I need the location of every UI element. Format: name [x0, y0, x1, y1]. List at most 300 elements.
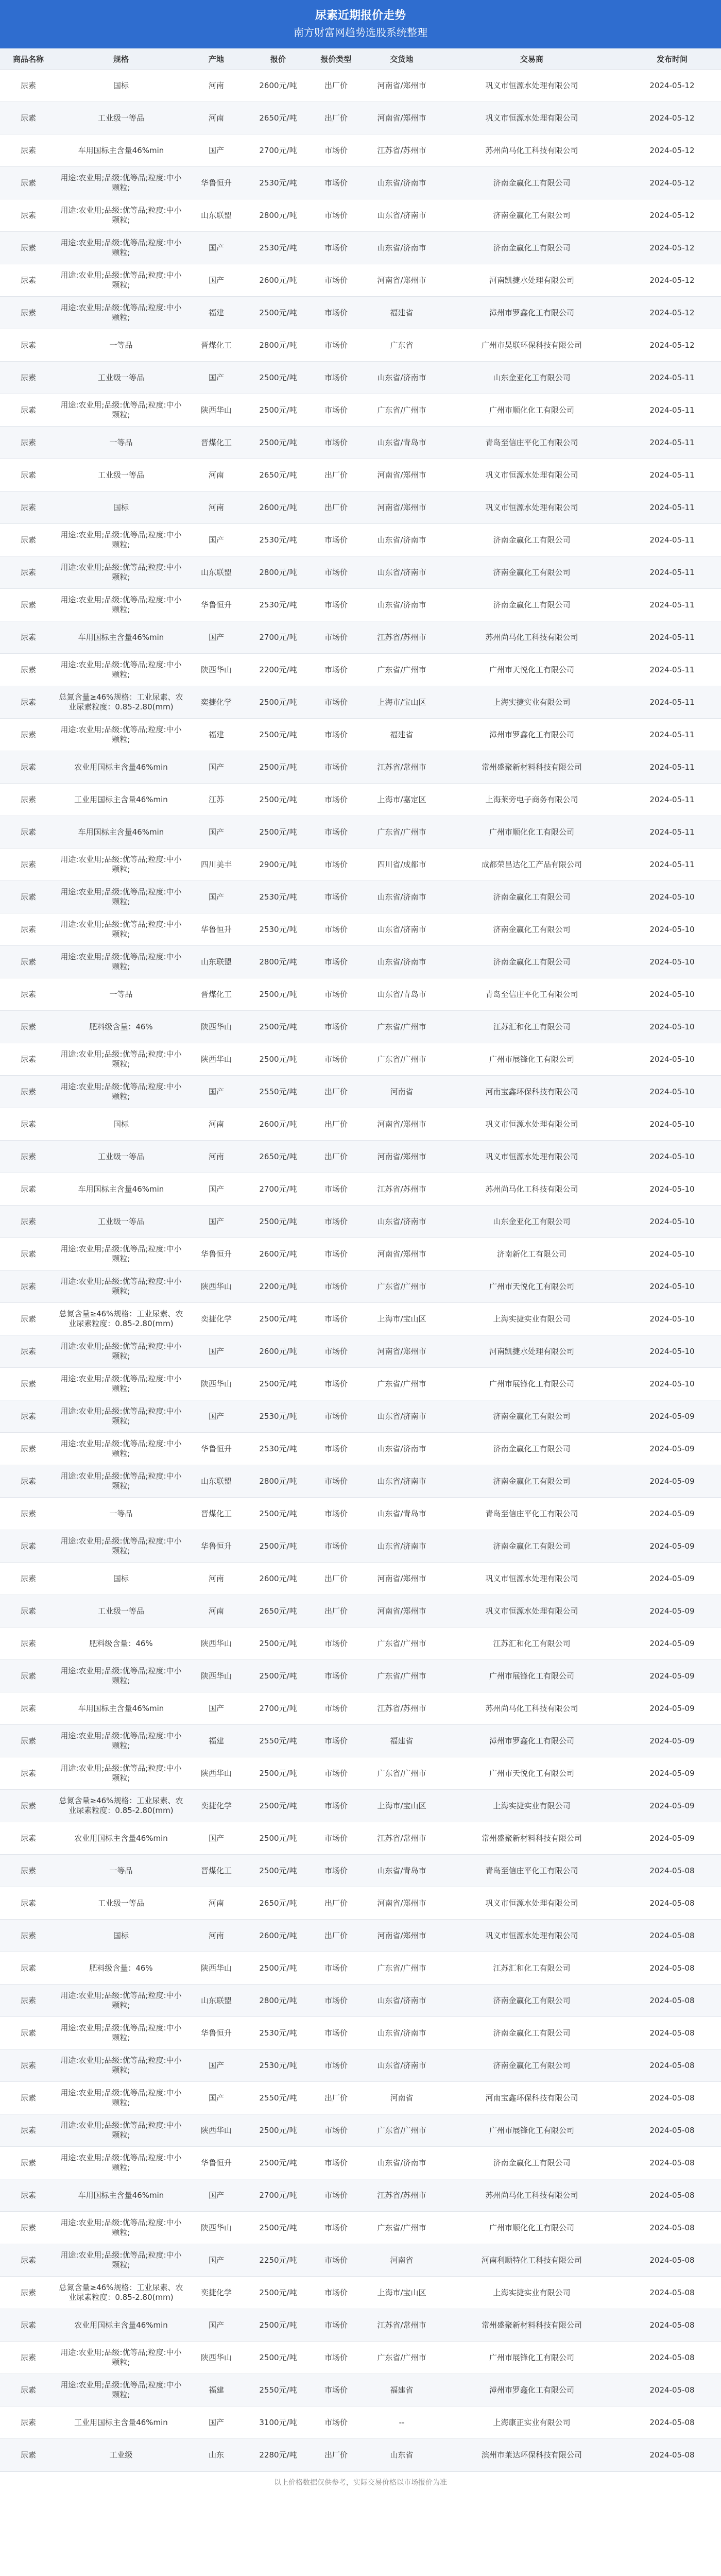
cell-date: 2024-05-09 [623, 1757, 721, 1790]
cell-date: 2024-05-09 [623, 1433, 721, 1465]
cell-spec: 用途:农业用;品级:优等品;粒度:中小颗粒; [57, 297, 185, 329]
cell-product: 尿素 [0, 1920, 57, 1952]
cell-product: 尿素 [0, 134, 57, 167]
cell-price: 2500元/吨 [247, 362, 309, 394]
cell-product: 尿素 [0, 1141, 57, 1173]
cell-spec: 用途:农业用;品级:优等品;粒度:中小颗粒; [57, 913, 185, 946]
cell-price-type: 市场价 [309, 849, 363, 881]
cell-product: 尿素 [0, 2342, 57, 2374]
cell-product: 尿素 [0, 913, 57, 946]
cell-product: 尿素 [0, 1238, 57, 1270]
cell-delivery: 江苏省/苏州市 [363, 621, 440, 654]
cell-date: 2024-05-09 [623, 1628, 721, 1660]
cell-price-type: 出厂价 [309, 1108, 363, 1141]
cell-price: 2530元/吨 [247, 913, 309, 946]
cell-delivery: 山东省 [363, 2439, 440, 2471]
cell-origin: 山东 [185, 2439, 247, 2471]
cell-origin: 福建 [185, 2374, 247, 2406]
cell-spec: 用途:农业用;品级:优等品;粒度:中小颗粒; [57, 556, 185, 589]
cell-origin: 奕捷化学 [185, 1790, 247, 1822]
cell-product: 尿素 [0, 329, 57, 362]
cell-delivery: 山东省/青岛市 [363, 1498, 440, 1530]
cell-origin: 陕西华山 [185, 2212, 247, 2244]
cell-spec: 用途:农业用;品级:优等品;粒度:中小颗粒; [57, 1076, 185, 1108]
cell-delivery: 上海市/宝山区 [363, 1303, 440, 1335]
cell-origin: 陕西华山 [185, 2342, 247, 2374]
cell-dealer: 巩义市恒源水处理有限公司 [440, 492, 623, 524]
cell-origin: 河南 [185, 492, 247, 524]
cell-delivery: 广东省/广州市 [363, 1011, 440, 1043]
table-row [0, 2374, 721, 2406]
cell-spec: 国标 [57, 1920, 185, 1952]
cell-origin: 陕西华山 [185, 1628, 247, 1660]
cell-delivery: 河南省 [363, 2244, 440, 2277]
cell-origin: 国产 [185, 2082, 247, 2114]
cell-dealer: 上海实捷实业有限公司 [440, 1790, 623, 1822]
cell-delivery: 江苏省/常州市 [363, 1822, 440, 1855]
table-row [0, 2342, 721, 2374]
cell-origin: 陕西华山 [185, 1270, 247, 1303]
cell-product: 尿素 [0, 232, 57, 264]
table-row [0, 459, 721, 492]
cell-price: 3100元/吨 [247, 2406, 309, 2439]
cell-product: 尿素 [0, 2114, 57, 2147]
cell-dealer: 青岛至信庄平化工有限公司 [440, 1498, 623, 1530]
table-row [0, 1920, 721, 1952]
cell-spec: 国标 [57, 70, 185, 102]
cell-product: 尿素 [0, 2277, 57, 2309]
cell-price-type: 市场价 [309, 2114, 363, 2147]
cell-origin: 河南 [185, 459, 247, 492]
table-row [0, 1335, 721, 1368]
table-row [0, 2179, 721, 2212]
cell-delivery: 福建省 [363, 719, 440, 751]
cell-price: 2650元/吨 [247, 102, 309, 134]
cell-spec: 肥料级含量：46% [57, 1952, 185, 1985]
cell-product: 尿素 [0, 2212, 57, 2244]
cell-product: 尿素 [0, 1790, 57, 1822]
table-row [0, 394, 721, 427]
cell-price: 2700元/吨 [247, 1173, 309, 1206]
cell-origin: 国产 [185, 1076, 247, 1108]
cell-product: 尿素 [0, 2082, 57, 2114]
cell-spec: 用途:农业用;品级:优等品;粒度:中小颗粒; [57, 2114, 185, 2147]
cell-date: 2024-05-11 [623, 524, 721, 556]
cell-spec: 用途:农业用;品级:优等品;粒度:中小颗粒; [57, 2147, 185, 2179]
cell-origin: 福建 [185, 1725, 247, 1757]
cell-price-type: 市场价 [309, 1173, 363, 1206]
cell-origin: 河南 [185, 70, 247, 102]
cell-price-type: 出厂价 [309, 102, 363, 134]
cell-spec: 用途:农业用;品级:优等品;粒度:中小颗粒; [57, 1530, 185, 1563]
cell-delivery: 河南省/郑州市 [363, 1920, 440, 1952]
table-row [0, 686, 721, 719]
table-row [0, 719, 721, 751]
cell-delivery: 广东省/广州市 [363, 1952, 440, 1985]
cell-delivery: 山东省/济南市 [363, 2017, 440, 2049]
cell-dealer: 漳州市罗鑫化工有限公司 [440, 719, 623, 751]
col-header-product: 商品名称 [0, 48, 57, 70]
table-row [0, 751, 721, 784]
cell-delivery: 山东省/济南市 [363, 1985, 440, 2017]
cell-price: 2600元/吨 [247, 492, 309, 524]
cell-product: 尿素 [0, 946, 57, 978]
cell-price: 2530元/吨 [247, 881, 309, 913]
cell-delivery: 河南省/郑州市 [363, 1563, 440, 1595]
cell-price: 2500元/吨 [247, 1757, 309, 1790]
cell-origin: 陕西华山 [185, 654, 247, 686]
cell-dealer: 漳州市罗鑫化工有限公司 [440, 2374, 623, 2406]
cell-dealer: 上海实捷实业有限公司 [440, 2277, 623, 2309]
cell-date: 2024-05-10 [623, 1303, 721, 1335]
table-row [0, 232, 721, 264]
cell-dealer: 济南金赢化工有限公司 [440, 232, 623, 264]
cell-dealer: 巩义市恒源水处理有限公司 [440, 1141, 623, 1173]
table-row [0, 1043, 721, 1076]
cell-dealer: 上海实捷实业有限公司 [440, 686, 623, 719]
cell-spec: 国标 [57, 1108, 185, 1141]
cell-date: 2024-05-08 [623, 2406, 721, 2439]
cell-date: 2024-05-11 [623, 686, 721, 719]
cell-price-type: 市场价 [309, 232, 363, 264]
cell-spec: 车用国标主含量46%min [57, 134, 185, 167]
cell-spec: 用途:农业用;品级:优等品;粒度:中小颗粒; [57, 524, 185, 556]
cell-price-type: 出厂价 [309, 1887, 363, 1920]
cell-price: 2550元/吨 [247, 1725, 309, 1757]
cell-product: 尿素 [0, 1465, 57, 1498]
cell-date: 2024-05-09 [623, 1563, 721, 1595]
cell-delivery: 山东省/济南市 [363, 362, 440, 394]
col-header-dealer: 交易商 [440, 48, 623, 70]
cell-spec: 用途:农业用;品级:优等品;粒度:中小颗粒; [57, 2212, 185, 2244]
cell-dealer: 济南金赢化工有限公司 [440, 2147, 623, 2179]
cell-delivery: 广东省/广州市 [363, 816, 440, 849]
cell-product: 尿素 [0, 881, 57, 913]
cell-product: 尿素 [0, 1660, 57, 1692]
cell-spec: 用途:农业用;品级:优等品;粒度:中小颗粒; [57, 654, 185, 686]
cell-product: 尿素 [0, 2439, 57, 2471]
cell-date: 2024-05-10 [623, 881, 721, 913]
cell-price: 2500元/吨 [247, 719, 309, 751]
cell-dealer: 济南金赢化工有限公司 [440, 913, 623, 946]
cell-price-type: 市场价 [309, 2017, 363, 2049]
cell-price: 2500元/吨 [247, 2147, 309, 2179]
cell-delivery: -- [363, 2406, 440, 2439]
cell-origin: 国产 [185, 134, 247, 167]
cell-dealer: 巩义市恒源水处理有限公司 [440, 1887, 623, 1920]
cell-product: 尿素 [0, 654, 57, 686]
table-row [0, 70, 721, 102]
cell-price: 2500元/吨 [247, 2342, 309, 2374]
cell-date: 2024-05-11 [623, 654, 721, 686]
cell-date: 2024-05-08 [623, 2342, 721, 2374]
cell-spec: 用途:农业用;品级:优等品;粒度:中小颗粒; [57, 719, 185, 751]
cell-price: 2530元/吨 [247, 1400, 309, 1433]
cell-price-type: 市场价 [309, 2277, 363, 2309]
cell-date: 2024-05-10 [623, 1206, 721, 1238]
cell-product: 尿素 [0, 1757, 57, 1790]
cell-date: 2024-05-11 [623, 849, 721, 881]
cell-price: 2500元/吨 [247, 394, 309, 427]
cell-product: 尿素 [0, 784, 57, 816]
cell-product: 尿素 [0, 1952, 57, 1985]
table-row [0, 1985, 721, 2017]
cell-date: 2024-05-10 [623, 978, 721, 1011]
cell-dealer: 广州市天悦化工有限公司 [440, 654, 623, 686]
cell-product: 尿素 [0, 362, 57, 394]
cell-delivery: 山东省/济南市 [363, 199, 440, 232]
cell-product: 尿素 [0, 2309, 57, 2342]
page-subtitle: 南方财富网趋势选股系统整理 [294, 26, 427, 39]
cell-price-type: 市场价 [309, 1206, 363, 1238]
cell-price: 2530元/吨 [247, 2049, 309, 2082]
cell-origin: 国产 [185, 362, 247, 394]
cell-product: 尿素 [0, 1400, 57, 1433]
table-row [0, 978, 721, 1011]
cell-price-type: 市场价 [309, 199, 363, 232]
table-row [0, 1303, 721, 1335]
page-title: 尿素近期报价走势 [315, 9, 406, 22]
cell-spec: 总氮含量≥46%规格：工业尿素、农业尿素粒度：0.85-2.80(mm) [57, 1790, 185, 1822]
cell-origin: 江苏 [185, 784, 247, 816]
table-row [0, 849, 721, 881]
cell-price-type: 市场价 [309, 589, 363, 621]
cell-dealer: 济南金赢化工有限公司 [440, 1530, 623, 1563]
table-row [0, 2406, 721, 2439]
cell-origin: 国产 [185, 232, 247, 264]
cell-delivery: 河南省/郑州市 [363, 1887, 440, 1920]
cell-origin: 国产 [185, 264, 247, 297]
cell-price-type: 出厂价 [309, 1563, 363, 1595]
table-row [0, 1433, 721, 1465]
cell-price: 2530元/吨 [247, 589, 309, 621]
cell-price-type: 市场价 [309, 2342, 363, 2374]
table-row [0, 1173, 721, 1206]
cell-delivery: 上海市/宝山区 [363, 1790, 440, 1822]
cell-product: 尿素 [0, 556, 57, 589]
cell-origin: 奕捷化学 [185, 1303, 247, 1335]
cell-origin: 山东联盟 [185, 199, 247, 232]
cell-dealer: 济南金赢化工有限公司 [440, 167, 623, 199]
cell-dealer: 成都荣昌达化工产品有限公司 [440, 849, 623, 881]
cell-date: 2024-05-10 [623, 1335, 721, 1368]
cell-dealer: 济南金赢化工有限公司 [440, 199, 623, 232]
cell-origin: 奕捷化学 [185, 686, 247, 719]
table-row [0, 2309, 721, 2342]
cell-price: 2800元/吨 [247, 1465, 309, 1498]
cell-dealer: 江苏汇和化工有限公司 [440, 1952, 623, 1985]
cell-origin: 国产 [185, 1335, 247, 1368]
cell-date: 2024-05-11 [623, 719, 721, 751]
table-row [0, 2212, 721, 2244]
table-row [0, 102, 721, 134]
cell-price-type: 出厂价 [309, 492, 363, 524]
cell-product: 尿素 [0, 70, 57, 102]
cell-dealer: 广州市展锋化工有限公司 [440, 1368, 623, 1400]
cell-price-type: 市场价 [309, 2147, 363, 2179]
cell-product: 尿素 [0, 1433, 57, 1465]
cell-price: 2800元/吨 [247, 329, 309, 362]
cell-spec: 一等品 [57, 329, 185, 362]
cell-product: 尿素 [0, 1822, 57, 1855]
cell-price-type: 市场价 [309, 362, 363, 394]
cell-price: 2800元/吨 [247, 946, 309, 978]
cell-date: 2024-05-09 [623, 1595, 721, 1628]
cell-spec: 用途:农业用;品级:优等品;粒度:中小颗粒; [57, 946, 185, 978]
cell-dealer: 巩义市恒源水处理有限公司 [440, 1563, 623, 1595]
cell-spec: 用途:农业用;品级:优等品;粒度:中小颗粒; [57, 1043, 185, 1076]
table-row [0, 264, 721, 297]
cell-dealer: 江苏汇和化工有限公司 [440, 1011, 623, 1043]
cell-dealer: 苏州尚马化工科技有限公司 [440, 2179, 623, 2212]
cell-product: 尿素 [0, 1628, 57, 1660]
cell-price: 2530元/吨 [247, 167, 309, 199]
cell-product: 尿素 [0, 1692, 57, 1725]
cell-delivery: 福建省 [363, 2374, 440, 2406]
cell-date: 2024-05-11 [623, 621, 721, 654]
cell-price-type: 市场价 [309, 1822, 363, 1855]
cell-origin: 晋煤化工 [185, 427, 247, 459]
cell-delivery: 山东省/济南市 [363, 2147, 440, 2179]
cell-dealer: 广州市昊联环保科技有限公司 [440, 329, 623, 362]
cell-price-type: 市场价 [309, 654, 363, 686]
cell-date: 2024-05-08 [623, 2439, 721, 2471]
cell-spec: 总氮含量≥46%规格：工业尿素、农业尿素粒度：0.85-2.80(mm) [57, 1303, 185, 1335]
cell-price: 2500元/吨 [247, 686, 309, 719]
cell-price-type: 市场价 [309, 1465, 363, 1498]
cell-delivery: 福建省 [363, 1725, 440, 1757]
cell-product: 尿素 [0, 849, 57, 881]
cell-dealer: 巩义市恒源水处理有限公司 [440, 1920, 623, 1952]
cell-spec: 工业级一等品 [57, 459, 185, 492]
cell-dealer: 青岛至信庄平化工有限公司 [440, 978, 623, 1011]
cell-product: 尿素 [0, 978, 57, 1011]
table-row [0, 1400, 721, 1433]
cell-delivery: 广东省/广州市 [363, 1757, 440, 1790]
table-row [0, 2049, 721, 2082]
cell-price: 2280元/吨 [247, 2439, 309, 2471]
table-row [0, 199, 721, 232]
cell-product: 尿素 [0, 427, 57, 459]
table-row [0, 946, 721, 978]
cell-date: 2024-05-09 [623, 1530, 721, 1563]
cell-price: 2600元/吨 [247, 1238, 309, 1270]
table-row [0, 621, 721, 654]
col-header-spec: 规格 [57, 48, 185, 70]
cell-dealer: 河南凯捷水处理有限公司 [440, 264, 623, 297]
cell-price: 2500元/吨 [247, 297, 309, 329]
cell-product: 尿素 [0, 2374, 57, 2406]
cell-price-type: 市场价 [309, 1530, 363, 1563]
cell-spec: 国标 [57, 492, 185, 524]
cell-price-type: 市场价 [309, 167, 363, 199]
cell-price-type: 出厂价 [309, 459, 363, 492]
cell-date: 2024-05-12 [623, 232, 721, 264]
cell-origin: 国产 [185, 1692, 247, 1725]
cell-product: 尿素 [0, 199, 57, 232]
cell-delivery: 广东省/广州市 [363, 1660, 440, 1692]
cell-origin: 国产 [185, 2406, 247, 2439]
cell-date: 2024-05-12 [623, 134, 721, 167]
cell-delivery: 山东省/青岛市 [363, 978, 440, 1011]
cell-product: 尿素 [0, 524, 57, 556]
cell-price: 2500元/吨 [247, 784, 309, 816]
cell-product: 尿素 [0, 1173, 57, 1206]
cell-date: 2024-05-08 [623, 2277, 721, 2309]
cell-origin: 国产 [185, 881, 247, 913]
cell-price: 2500元/吨 [247, 1043, 309, 1076]
table-row [0, 556, 721, 589]
cell-price-type: 市场价 [309, 881, 363, 913]
table-row [0, 1076, 721, 1108]
cell-delivery: 山东省/青岛市 [363, 427, 440, 459]
cell-origin: 华鲁恒升 [185, 589, 247, 621]
cell-date: 2024-05-10 [623, 1141, 721, 1173]
cell-price-type: 市场价 [309, 686, 363, 719]
cell-price: 2600元/吨 [247, 1563, 309, 1595]
cell-price: 2600元/吨 [247, 1108, 309, 1141]
cell-delivery: 山东省/济南市 [363, 913, 440, 946]
cell-date: 2024-05-08 [623, 1952, 721, 1985]
cell-price-type: 市场价 [309, 524, 363, 556]
cell-product: 尿素 [0, 297, 57, 329]
cell-dealer: 河南利顺特化工科技有限公司 [440, 2244, 623, 2277]
cell-spec: 工业级一等品 [57, 362, 185, 394]
cell-dealer: 巩义市恒源水处理有限公司 [440, 1108, 623, 1141]
cell-spec: 工业级 [57, 2439, 185, 2471]
table-row [0, 1141, 721, 1173]
cell-price: 2500元/吨 [247, 1628, 309, 1660]
cell-date: 2024-05-12 [623, 297, 721, 329]
table-row [0, 1952, 721, 1985]
cell-dealer: 漳州市罗鑫化工有限公司 [440, 297, 623, 329]
table-row [0, 816, 721, 849]
cell-product: 尿素 [0, 1206, 57, 1238]
cell-spec: 总氮含量≥46%规格：工业尿素、农业尿素粒度：0.85-2.80(mm) [57, 2277, 185, 2309]
table-row [0, 1725, 721, 1757]
cell-price-type: 市场价 [309, 913, 363, 946]
cell-delivery: 河南省/郑州市 [363, 459, 440, 492]
cell-price-type: 市场价 [309, 427, 363, 459]
cell-price: 2500元/吨 [247, 978, 309, 1011]
cell-dealer: 广州市顺化化工有限公司 [440, 394, 623, 427]
cell-delivery: 广东省/广州市 [363, 1043, 440, 1076]
cell-price: 2500元/吨 [247, 427, 309, 459]
cell-dealer: 上海莱旁电子商务有限公司 [440, 784, 623, 816]
cell-origin: 国产 [185, 2179, 247, 2212]
cell-delivery: 山东省/济南市 [363, 589, 440, 621]
cell-delivery: 山东省/济南市 [363, 556, 440, 589]
cell-date: 2024-05-11 [623, 362, 721, 394]
cell-delivery: 山东省/济南市 [363, 1206, 440, 1238]
cell-spec: 用途:农业用;品级:优等品;粒度:中小颗粒; [57, 1433, 185, 1465]
cell-origin: 国产 [185, 621, 247, 654]
cell-price: 2530元/吨 [247, 2017, 309, 2049]
cell-delivery: 河南省/郑州市 [363, 1238, 440, 1270]
cell-spec: 用途:农业用;品级:优等品;粒度:中小颗粒; [57, 167, 185, 199]
cell-date: 2024-05-08 [623, 2244, 721, 2277]
cell-date: 2024-05-10 [623, 1108, 721, 1141]
cell-product: 尿素 [0, 2406, 57, 2439]
cell-date: 2024-05-11 [623, 816, 721, 849]
table-row [0, 1011, 721, 1043]
cell-price-type: 市场价 [309, 1952, 363, 1985]
cell-price: 2550元/吨 [247, 2082, 309, 2114]
table-row [0, 329, 721, 362]
cell-dealer: 广州市顺化化工有限公司 [440, 816, 623, 849]
cell-price: 2530元/吨 [247, 524, 309, 556]
cell-price: 2500元/吨 [247, 1822, 309, 1855]
